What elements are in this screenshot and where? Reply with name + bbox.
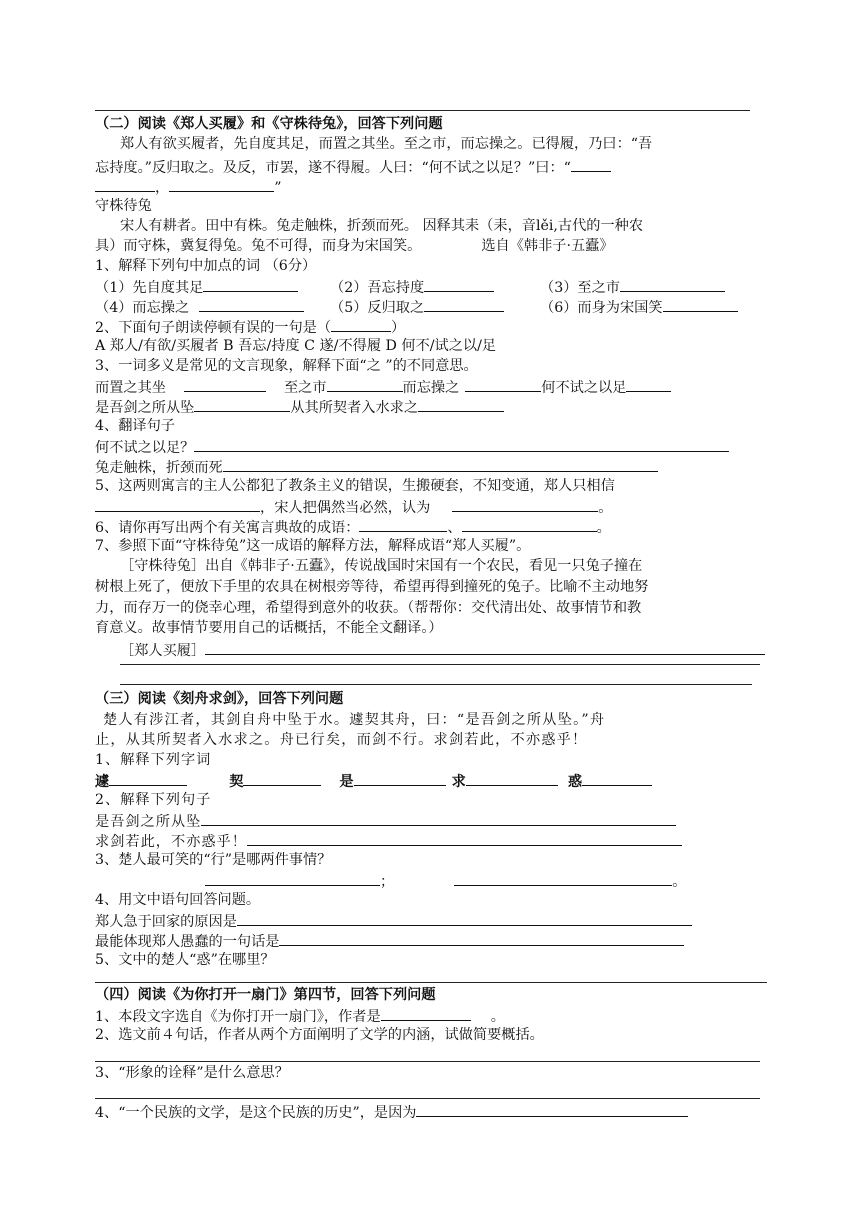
answer-blank[interactable]: [199, 297, 304, 312]
s3-q2: 2、解释下列句子: [95, 792, 212, 808]
s3-q1-words: [95, 771, 652, 790]
s2-q7-example-4: 育意义。故事情节要用自己的话概括，不能全文翻译。）: [95, 620, 443, 636]
answer-line[interactable]: [120, 664, 760, 665]
answer-line[interactable]: [237, 911, 692, 926]
q1c-label: （3）至之市: [540, 280, 620, 296]
answer-blank[interactable]: [354, 771, 446, 786]
s2-passage-line-1: 郑人有欲买履者，先自度其足，而置之其坐。至之市，而忘操之。已得履，乃曰：“吾: [120, 136, 653, 152]
word-3: 是: [339, 774, 354, 790]
s2-passage-line-2: [95, 157, 611, 176]
s3-q1: 1、解释下列字词: [95, 752, 212, 768]
s2-q1: 1、解释下列句中加点的词 （6分）: [95, 258, 317, 274]
top-rule: [95, 110, 750, 111]
q3d-label: 何不试之以足: [541, 380, 627, 396]
answer-blank[interactable]: [327, 377, 403, 392]
answer-blank[interactable]: [169, 177, 274, 192]
q4a-label: 郑人急于回家的原因是: [95, 914, 237, 930]
period: 。: [596, 520, 611, 536]
answer-blank[interactable]: [424, 277, 494, 292]
s3-q4-b: [95, 931, 684, 950]
section-4-title: （四）阅读《为你打开一扇门》第四节，回答下列问题: [95, 987, 436, 1003]
s2-q5-line-2: [95, 497, 612, 516]
s2-q2: [95, 317, 405, 336]
s3-q2-a: [95, 811, 676, 830]
answer-blank[interactable]: [109, 771, 187, 786]
q2b-label: 求剑若此，不亦惑乎！: [95, 834, 247, 850]
answer-blank[interactable]: [452, 497, 598, 512]
period: 。: [672, 874, 687, 890]
s3-q2-b: [95, 831, 682, 850]
s3-q4: 4、用文中语句回答问题。: [95, 892, 261, 908]
period: 。: [490, 1009, 505, 1025]
s2-q1-row2c: [540, 297, 738, 316]
s3-q3: 3、楚人最可笑的“行”是哪两件事情？: [95, 852, 332, 868]
s3-q3-answers: [95, 871, 686, 890]
source-note: 选自《韩非子·五蠹》: [481, 238, 614, 254]
separator: ；: [380, 874, 395, 890]
answer-blank[interactable]: [626, 377, 671, 392]
answer-blank[interactable]: [466, 771, 558, 786]
answer-line[interactable]: [95, 982, 767, 983]
word-2: 契: [229, 774, 244, 790]
answer-line[interactable]: [279, 931, 684, 946]
s4-q4: [95, 1102, 688, 1121]
answer-blank[interactable]: [95, 497, 260, 512]
s2-q6: [95, 517, 611, 536]
answer-blank[interactable]: [184, 377, 266, 392]
q6-text: 6、请你再写出两个有关寓言典故的成语：: [95, 520, 360, 536]
answer-line[interactable]: [95, 1061, 760, 1062]
answer-blank[interactable]: [571, 157, 611, 172]
answer-line[interactable]: [223, 457, 658, 472]
answer-blank[interactable]: [620, 277, 725, 292]
s2-passage2-line-2: [95, 237, 614, 256]
answer-blank[interactable]: [582, 771, 652, 786]
s2-q4-b: [95, 457, 658, 476]
answer-blank[interactable]: [359, 517, 447, 532]
answer-blank[interactable]: [95, 177, 155, 192]
q1b-label: （2）吾忘持度: [330, 280, 425, 296]
answer-line[interactable]: [247, 831, 682, 846]
s2-q3-row1: [95, 377, 671, 396]
word-5: 惑: [567, 774, 583, 790]
answer-line[interactable]: [416, 1102, 688, 1117]
answer-blank[interactable]: [424, 297, 504, 312]
answer-blank[interactable]: [243, 771, 321, 786]
word-4: 求: [451, 774, 466, 790]
answer-blank[interactable]: [203, 277, 298, 292]
s2-q4-a: [95, 437, 729, 456]
q5b-text: ，宋人把偶然当必然，认为: [260, 500, 431, 516]
q1d-label: （4）而忘操之: [95, 300, 190, 316]
answer-blank[interactable]: [194, 397, 290, 412]
s2-q7-example-3: 力，而存万一的侥幸心理，希望得到意外的收获。（帮帮你：交代清出处、故事情节和教: [95, 600, 642, 616]
q1-text: 1、本段文字选自《为你打开一扇门》，作者是: [95, 1009, 381, 1025]
q3a-label: 而置之其坐: [95, 380, 166, 396]
s2-q1-row2b: [330, 297, 504, 316]
s3-q5: 5、文中的楚人“惑”在哪里？: [95, 952, 275, 968]
q4a-label: 何不试之以足？: [95, 440, 195, 456]
separator: 、: [447, 520, 462, 536]
s2-passage-line-3: [95, 177, 281, 196]
s2-q7: 7、参照下面“守株待兔”这一成语的解释方法，解释成语“郑人买履”。: [95, 538, 531, 554]
s2-q3-row2: [95, 397, 504, 416]
q7-answer-label: ［郑人买履］: [120, 643, 206, 659]
s2-q7-example-1: ［守株待兔］出自《韩非子·五蠹》，传说战国时宋国有一个农民，看见一只兔子撞在: [120, 558, 643, 574]
q2-close: ）: [391, 320, 406, 336]
s2-q5-line-1: 5、这两则寓言的主人公都犯了教条主义的错误，生搬硬套，不知变通，郑人只相信: [95, 478, 615, 494]
q4b-label: 最能体现郑人愚蠢的一句话是: [95, 934, 280, 950]
s4-q2: 2、选文前４句话，作者从两个方面阐明了文学的内涵，试做简要概括。: [95, 1027, 544, 1043]
answer-line[interactable]: [120, 684, 752, 685]
answer-blank[interactable]: [331, 317, 391, 332]
s2-q1-row2: [95, 297, 304, 316]
q1a-label: （1）先自度其足: [95, 280, 204, 296]
s2-q1-row1c: [540, 277, 725, 296]
answer-line[interactable]: [205, 640, 765, 655]
answer-blank[interactable]: [418, 397, 504, 412]
q2a-label: 是吾剑之所从坠: [95, 814, 202, 830]
q1f-label: （6）而身为宋国笑: [540, 300, 663, 316]
word-1: 遽: [95, 774, 110, 790]
s2-q3: 3、一词多义是常见的文言现象，解释下面“之 ”的不同意思。: [95, 358, 478, 374]
answer-line[interactable]: [194, 437, 729, 452]
s2-q1-row1: [95, 277, 298, 296]
s2-q2-options: A 郑人/有欲/买履者 B 吾忘/持度 C 遂/不得履 D 何不/试之以/足: [95, 338, 497, 354]
s3-passage-line-2: 止，从其所契者入水求之。舟已行矣，而剑不行。求剑若此，不亦惑乎！: [95, 732, 588, 748]
answer-line[interactable]: [95, 1098, 760, 1099]
close-quote: ”: [274, 180, 282, 196]
q4-text: 4、“一个民族的文学，是这个民族的历史”，是因为: [95, 1105, 417, 1121]
s3-q4-a: [95, 911, 692, 930]
section-2-title: （二）阅读《郑人买履》和《守株待兔》，回答下列问题: [95, 116, 443, 132]
period: 。: [598, 500, 613, 516]
s4-q3: 3、“形象的诠释”是什么意思？: [95, 1065, 289, 1081]
s2-q4: 4、翻译句子: [95, 418, 175, 434]
answer-blank[interactable]: [462, 517, 597, 532]
q3e-label: 是吾剑之所从坠: [95, 400, 195, 416]
q2-text: 2、下面句子朗读停顿有误的一句是（: [95, 320, 332, 336]
s3-passage-line-1: 楚人有涉江者，其剑自舟中坠于水。遽契其舟，曰：“是吾剑之所从坠。”舟: [103, 712, 606, 728]
s2-q7-example-2: 树根上死了，便放下手里的农具在树根旁等待，希望再得到撞死的兔子。比喻不主动地努: [95, 579, 649, 595]
section-3-title: （三）阅读《刻舟求剑》，回答下列问题: [95, 691, 344, 707]
s2-passage2-text: 具）而守株，冀复得兔。兔不可得，而身为宋国笑。: [95, 238, 422, 254]
q3c-label: 而忘操之: [402, 380, 460, 396]
q3f-label: 从其所契者入水求之: [290, 400, 419, 416]
comma: ，: [155, 180, 170, 196]
answer-blank[interactable]: [454, 871, 672, 886]
s2-passage2-line-1: 宋人有耕者。田中有株。兔走触株，折颈而死。 因释其耒（耒，音lěi,古代的一种农: [120, 218, 644, 234]
q1e-label: （5）反归取之: [330, 300, 425, 316]
s4-q1: [95, 1006, 505, 1025]
s2-passage-text: 忘持度。”反归取之。及反，市罢，遂不得履。人曰：“何不试之以足？”曰：“: [95, 160, 571, 176]
answer-blank[interactable]: [381, 1006, 471, 1021]
q4b-label: 兔走触株，折颈而死: [95, 460, 223, 476]
s2-q1-row1b: [330, 277, 494, 296]
s2-subtitle: 守株待兔: [95, 198, 152, 214]
q3b-label: 至之市: [283, 380, 327, 396]
answer-blank[interactable]: [465, 377, 541, 392]
answer-line[interactable]: [201, 811, 676, 826]
s2-q7-answer: [120, 640, 765, 659]
answer-blank[interactable]: [663, 297, 738, 312]
answer-blank[interactable]: [205, 871, 380, 886]
